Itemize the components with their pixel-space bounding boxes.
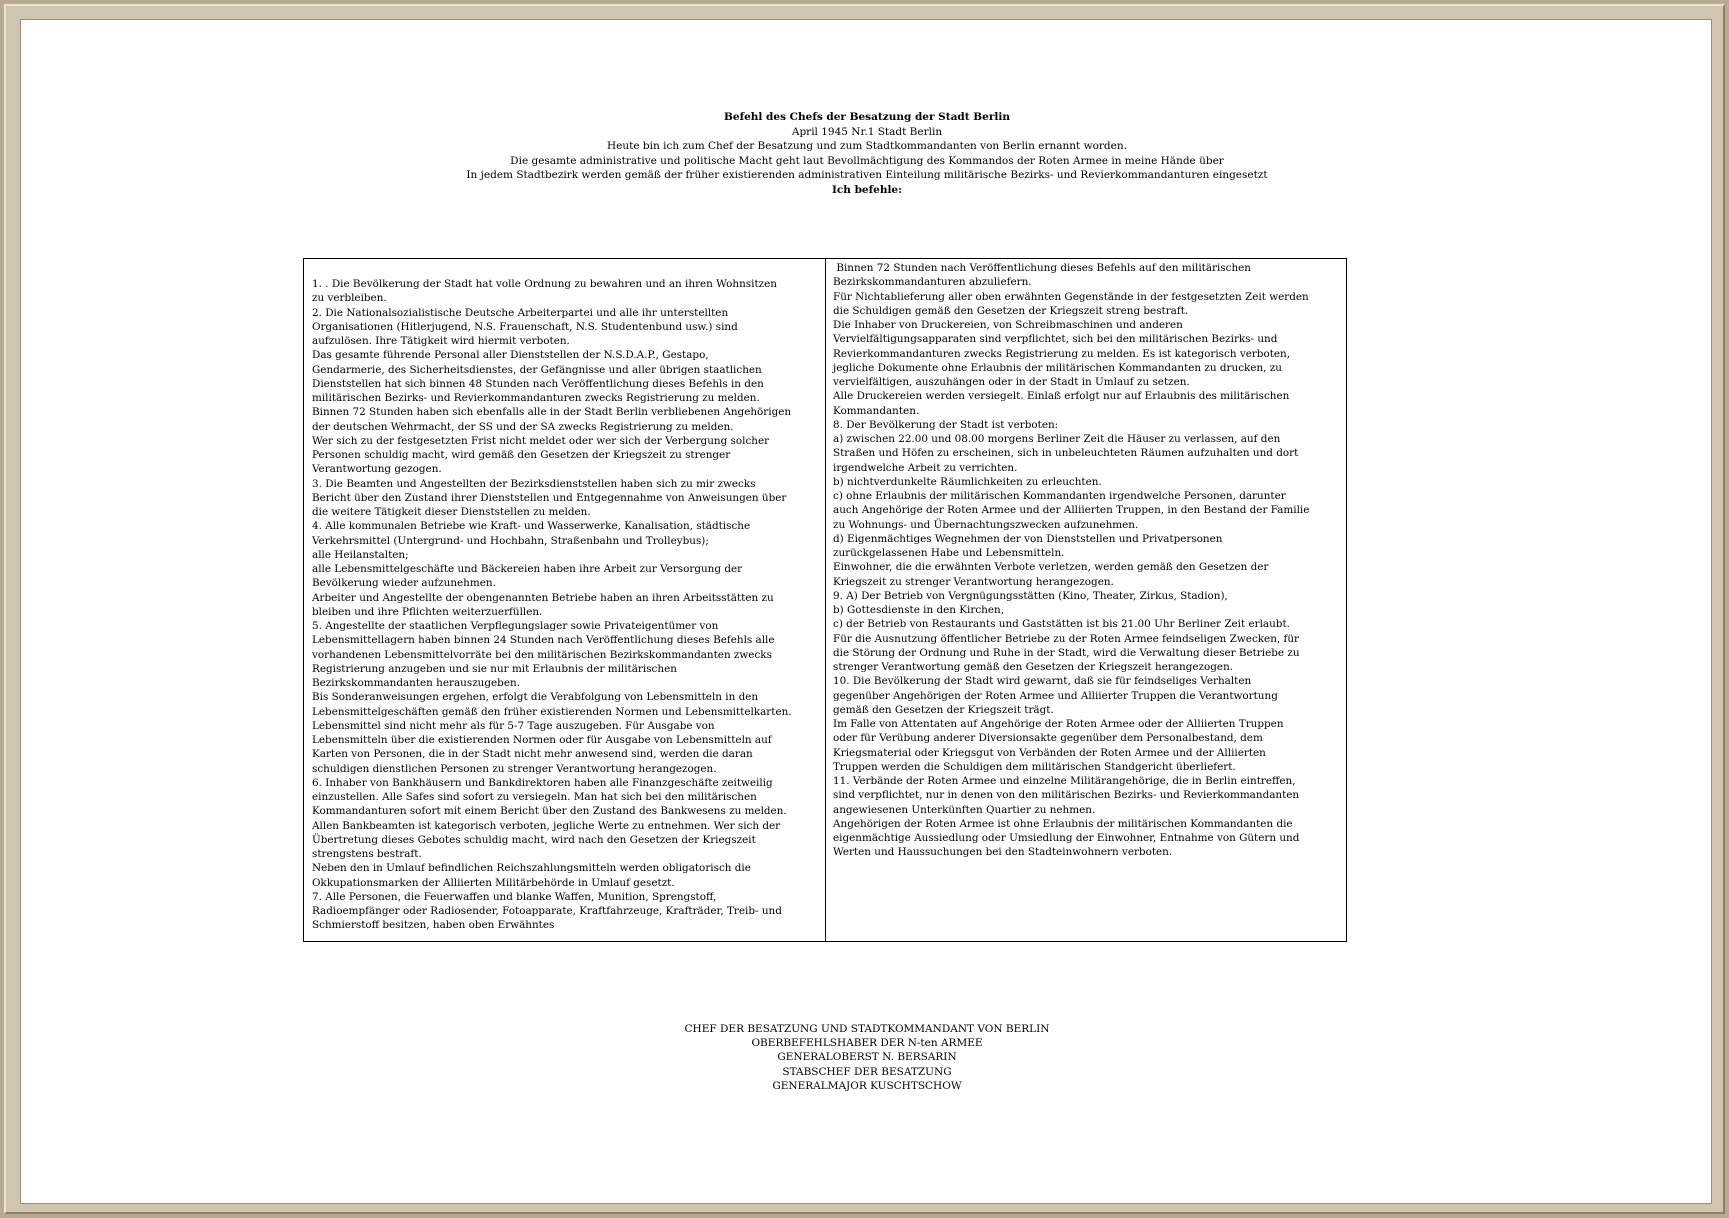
order-text-line: Straßen und Höfen zu erscheinen, sich in unbeleuchteten Räumen aufzuhalten und dort: [833, 447, 1299, 460]
signature-line: OBERBEFEHLSHABER DER N-ten ARMEE: [751, 1037, 983, 1050]
order-text-line: Alle Druckereien werden versiegelt. Einlaß erfolgt nur auf Erlaubnis des militärischen: [833, 390, 1290, 403]
order-text-line: strengstens bestraft.: [312, 848, 422, 860]
order-text-line: Bezirkskommandanten herauszugeben.: [312, 677, 520, 689]
order-text-line: schuldigen dienstlichen Personen zu strenger Verantwortung herangezogen.: [312, 762, 717, 775]
order-text-line: Werten und Haussuchungen bei den Stadteinwohnern verboten.: [833, 846, 1173, 859]
order-text-line: Truppen werden die Schuldigen dem militärischen Standgericht überliefert.: [833, 760, 1236, 773]
order-text-line: Kommandanten.: [833, 404, 920, 417]
order-text-line: Lebensmitteln über die existierenden Normen oder für Ausgabe von Lebensmitteln auf: [312, 734, 772, 746]
orders-table: [303, 258, 1347, 942]
order-text-line: Lebensmittelgeschäften gemäß den früher existierenden Normen und Lebensmittelkarten.: [312, 705, 792, 718]
order-text-line: 10. Die Bevölkerung der Stadt wird gewarnt, daß sie für feindseliges Verhalten: [833, 675, 1252, 688]
order-text-line: die Störung der Ordnung und Ruhe in der Stadt, wird die Verwaltung dieser Betriebe zu: [833, 646, 1300, 659]
order-text-line: die Schuldigen gemäß den Gesetzen der Kriegszeit streng bestraft.: [833, 304, 1189, 317]
order-text-line: Vervielfältigungsapparaten sind verpflichtet, sich bei den militärischen Bezirks- und: [833, 333, 1278, 346]
order-text-line: Für Nichtablieferung aller oben erwähnten Gegenstände in der festgesetzten Zeit werden: [833, 290, 1309, 303]
order-text-line: bleiben und ihre Pflichten weiterzuerfüllen.: [312, 605, 543, 618]
order-text-line: Personen schuldig macht, wird gemäß den Gesetzen der Kriegszeit zu strenger: [312, 449, 731, 461]
order-text-line: zurückgelassenen Habe und Lebensmitteln.: [833, 547, 1065, 559]
order-text-line: a) zwischen 22.00 und 08.00 morgens Berliner Zeit die Häuser zu verlassen, auf den: [833, 433, 1281, 445]
order-text-line: militärischen Bezirks- und Revierkommandanturen zwecks Registrierung zu melden.: [312, 392, 760, 404]
order-text-line: c) der Betrieb von Restaurants und Gaststätten ist bis 21.00 Uhr Berliner Zeit erlaubt.: [833, 618, 1290, 631]
order-text-line: Bezirkskommandanturen abzuliefern.: [833, 276, 1032, 289]
order-text-line: Bis Sonderanweisungen ergehen, erfolgt die Verabfolgung von Lebensmitteln in den: [312, 691, 759, 704]
order-text-line: d) Eigenmächtiges Wegnehmen der von Dienststellen und Privatpersonen: [833, 532, 1223, 545]
order-text-line: c) ohne Erlaubnis der militärischen Kommandanten irgendwelche Personen, darunter: [833, 490, 1286, 502]
order-text-line: Dienststellen hat sich binnen 48 Stunden nach Veröffentlichung dieses Befehls in den: [312, 377, 764, 390]
order-text-line: Das gesamte führende Personal aller Dienststellen der N.S.D.A.P., Gestapo,: [312, 349, 709, 362]
order-text-line: alle Heilanstalten;: [312, 548, 409, 561]
order-text-line: Karten von Personen, die in der Stadt nicht mehr anwesend sind, werden die daran: [312, 748, 753, 761]
order-text-line: aufzulösen. Ihre Tätigkeit wird hiermit verboten.: [312, 335, 570, 347]
document-frame: [4, 4, 1725, 1214]
order-text-line: Kommandanturen sofort mit einem Bericht über den Zustand des Bankwesens zu melden.: [312, 805, 787, 818]
order-text-line: Binnen 72 Stunden haben sich ebenfalls alle in der Stadt Berlin verbliebenen Angehörigen: [312, 406, 792, 419]
order-text-line: 6. Inhaber von Bankhäusern und Bankdirektoren haben alle Finanzgeschäfte zeitweilig: [312, 776, 773, 789]
order-text-line: Allen Bankbeamten ist kategorisch verboten, jegliche Werte zu entnehmen. Wer sich der: [312, 819, 781, 832]
order-text-line: zu verbleiben.: [312, 292, 387, 305]
header-line: April 1945 Nr.1 Stadt Berlin: [791, 125, 943, 138]
order-text-line: 4. Alle kommunalen Betriebe wie Kraft- und Wasserwerke, Kanalisation, städtische: [312, 520, 751, 533]
order-text-line: vorhandenen Lebensmittelvorräte bei den militärischen Bezirkskommandanten zwecks: [312, 648, 772, 661]
order-text-line: Organisationen (Hitlerjugend, N.S. Frauenschaft, N.S. Studentenbund usw.) sind: [312, 320, 738, 333]
order-text-line: Bericht über den Zustand ihrer Dienststellen und Entgegennahme von Anweisungen über: [312, 491, 787, 504]
document-page: [20, 19, 1712, 1204]
order-text-line: Wer sich zu der festgesetzten Frist nicht meldet oder wer sich der Verbergung solcher: [312, 434, 770, 447]
orders-right-column: [826, 259, 1346, 941]
order-text-line: Im Falle von Attentaten auf Angehörige der Roten Armee oder der Alliierten Truppen: [833, 718, 1284, 730]
order-text-line: 9. A) Der Betrieb von Vergnügungsstätten (Kino, Theater, Zirkus, Stadion),: [833, 589, 1228, 602]
header-closing: Ich befehle:: [832, 183, 902, 196]
signature-line: CHEF DER BESATZUNG UND STADTKOMMANDANT VON BERLIN: [684, 1023, 1050, 1035]
order-text-line: 2. Die Nationalsozialistische Deutsche Arbeiterpartei und alle ihr unterstellten: [312, 306, 729, 319]
order-text-line: Neben den in Umlauf befindlichen Reichszahlungsmitteln werden obligatorisch die: [312, 862, 751, 875]
order-text-line: Radioempfänger oder Radiosender, Fotoapparate, Kraftfahrzeuge, Krafträder, Treib- und: [312, 905, 782, 917]
order-text-line: zu Wohnungs- und Übernachtungszwecken aufzunehmen.: [833, 518, 1139, 531]
order-text-line: Kriegsmaterial oder Kriegsgut von Verbänden der Roten Armee und der Alliierten: [833, 746, 1266, 759]
order-text-line: Kriegszeit zu strenger Verantwortung herangezogen.: [833, 575, 1114, 588]
order-text-line: Gendarmerie, des Sicherheitsdienstes, der Gefängnisse und aller übrigen staatlichen: [312, 363, 762, 376]
orders-left-column: [304, 259, 826, 941]
order-text-line: der deutschen Wehrmacht, der SS und der SA zwecks Registrierung zu melden.: [312, 420, 734, 433]
order-text-line: Arbeiter und Angestellte der obengenannten Betriebe haben an ihren Arbeitsstätten zu: [312, 591, 774, 604]
order-text-line: Verkehrsmittel (Untergrund- und Hochbahn, Straßenbahn und Trolleybus);: [312, 534, 709, 547]
header-line: Heute bin ich zum Chef der Besatzung und zum Stadtkommandanten von Berlin ernannt worden.: [607, 140, 1127, 153]
order-text-line: Schmierstoff besitzen, haben oben Erwähntes: [312, 919, 555, 932]
order-text-line: Lebensmittel sind nicht mehr als für 5-7 Tage auszugeben. Für Ausgabe von: [312, 719, 715, 732]
signature-line: GENERALOBERST N. BERSARIN: [777, 1051, 957, 1064]
order-text-line: strenger Verantwortung gemäß den Gesetzen der Kriegszeit herangezogen.: [833, 661, 1234, 673]
order-text-line: gegenüber Angehörigen der Roten Armee und Alliierter Truppen die Verantwortung: [833, 689, 1278, 702]
order-text-line: 8. Der Bevölkerung der Stadt ist verboten:: [833, 418, 1059, 431]
order-text-line: Registrierung anzugeben und sie nur mit Erlaubnis der militärischen: [312, 662, 677, 675]
order-text-line: Bevölkerung wieder aufzunehmen.: [312, 577, 496, 590]
signature-block: [21, 1022, 1713, 1093]
order-text-line: oder für Verübung anderer Diversionsakte gegenüber dem Personalbestand, dem: [833, 732, 1263, 745]
order-text-line: sind verpflichtet, nur in denen von den militärischen Bezirks- und Revierkommandanten: [833, 789, 1300, 802]
order-text-line: angewiesenen Unterkünften Quartier zu nehmen.: [833, 803, 1096, 816]
order-text-line: b) nichtverdunkelte Räumlichkeiten zu erleuchten.: [833, 475, 1102, 488]
header-line: In jedem Stadtbezirk werden gemäß der früher existierenden administrativen Einteilung militärische Bezirks- und Revierkommandanturen eingesetzt: [466, 169, 1268, 182]
order-text-line: Binnen 72 Stunden nach Veröffentlichung dieses Befehls auf den militärischen: [833, 262, 1251, 274]
order-text-line: Für die Ausnutzung öffentlicher Betriebe zu der Roten Armee feindseligen Zwecken, für: [833, 632, 1300, 645]
order-text-line: Verantwortung gezogen.: [312, 463, 442, 476]
document-header: [21, 110, 1713, 198]
order-text-line: auch Angehörige der Roten Armee und der Alliierten Truppen, in den Bestand der Familie: [833, 504, 1310, 517]
order-text-line: 5. Angestellte der staatlichen Verpflegungslager sowie Privateigentümer von: [312, 620, 719, 632]
order-text-line: einzustellen. Alle Safes sind sofort zu versiegeln. Man hat sich bei den militärischen: [312, 791, 757, 803]
order-text-line: Revierkommandanturen zwecks Registrierung zu melden. Es ist kategorisch verboten,: [833, 347, 1291, 360]
signature-line: STABSCHEF DER BESATZUNG: [782, 1065, 952, 1078]
signature-line: GENERALMAJOR KUSCHTSCHOW: [772, 1079, 962, 1092]
order-text-line: vervielfältigen, auszuhängen oder in der Stadt in Umlauf zu setzen.: [833, 376, 1190, 388]
order-text-line: 1. . Die Bevölkerung der Stadt hat volle Ordnung zu bewahren und an ihren Wohnsitzen: [312, 278, 777, 290]
order-text-line: 7. Alle Personen, die Feuerwaffen und blanke Waffen, Munition, Sprengstoff,: [312, 890, 717, 903]
order-text-line: b) Gottesdienste in den Kirchen,: [833, 604, 1004, 616]
order-text-line: Angehörigen der Roten Armee ist ohne Erlaubnis der militärischen Kommandanten die: [833, 817, 1293, 830]
order-text-line: irgendwelche Arbeit zu verrichten.: [833, 461, 1018, 474]
order-text-line: eigenmächtige Aussiedlung oder Umsiedlung der Einwohner, Entnahme von Gütern und: [833, 832, 1300, 844]
order-text-line: jegliche Dokumente ohne Erlaubnis der militärischen Kommandanten zu drucken, zu: [833, 361, 1282, 374]
order-text-line: die weitere Tätigkeit dieser Dienststellen zu melden.: [312, 506, 591, 518]
order-text-line: alle Lebensmittelgeschäfte und Bäckereien haben ihre Arbeit zur Versorgung der: [312, 563, 743, 575]
order-text-line: gemäß den Gesetzen der Kriegszeit trägt.: [833, 703, 1054, 716]
order-text-line: Die Inhaber von Druckereien, von Schreibmaschinen und anderen: [833, 319, 1183, 331]
order-text-line: Okkupationsmarken der Alliierten Militärbehörde in Umlauf gesetzt.: [312, 876, 675, 889]
order-text-line: Einwohner, die die erwähnten Verbote verletzen, werden gemäß den Gesetzen der: [833, 561, 1269, 574]
order-text-line: Übertretung dieses Gebotes schuldig macht, wird nach den Gesetzen der Kriegszeit: [312, 833, 756, 846]
order-text-line: 11. Verbände der Roten Armee und einzelne Militärangehörige, die in Berlin eintreffen,: [833, 775, 1296, 787]
header-line: Die gesamte administrative und politische Macht geht laut Bevollmächtigung des Kommandos der Roten Armee in meine Hände über: [510, 154, 1224, 167]
document-title: Befehl des Chefs der Besatzung der Stadt Berlin: [724, 111, 1010, 123]
order-text-line: 3. Die Beamten und Angestellten der Bezirksdienststellen haben sich zu mir zwecks: [312, 477, 756, 490]
order-text-line: Lebensmittellagern haben binnen 24 Stunden nach Veröffentlichung dieses Befehls alle: [312, 634, 775, 647]
